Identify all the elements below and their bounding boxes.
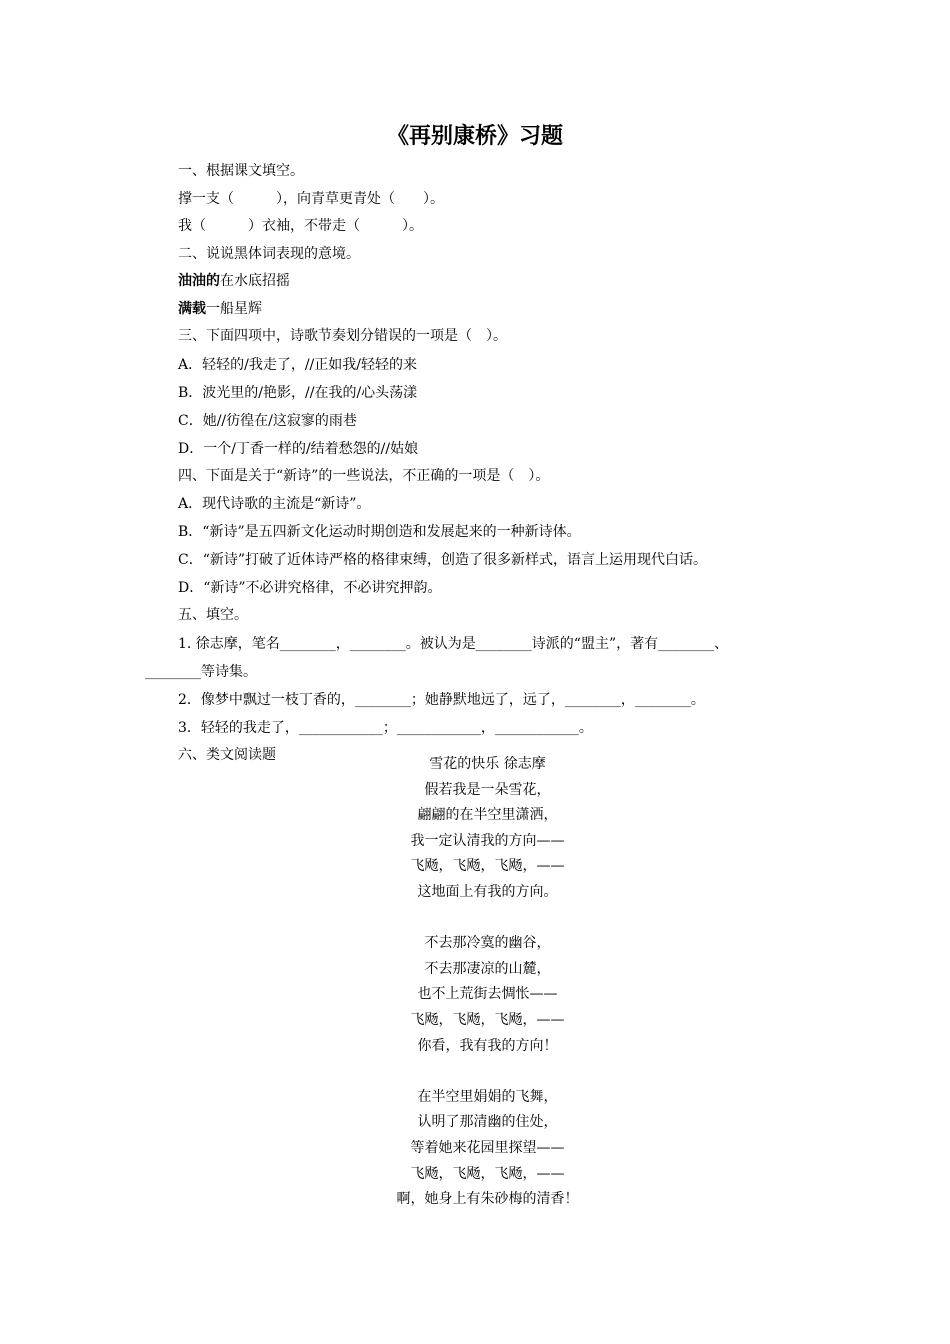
section4-option-a: A．现代诗歌的主流是“新诗”。 <box>178 496 371 512</box>
section5-q1-line2: ________等诗集。 <box>145 663 257 680</box>
section3-option-d: D．一个/丁香一样的/结着愁怨的//姑娘 <box>178 440 419 457</box>
section2-heading: 二、说说黑体词表现的意境。 <box>178 245 360 262</box>
poem-line: 翩翩的在半空里潇洒， <box>417 807 558 824</box>
poem-line: 认明了那清幽的住处， <box>417 1114 558 1131</box>
section1-heading: 一、根据课文填空。 <box>178 163 304 179</box>
poem-line: 这地面上有我的方向。 <box>417 883 558 900</box>
section4-option-d: D．“新诗”不必讲究格律，不必讲究押韵。 <box>178 580 442 596</box>
page-title: 《再别康桥》习题 <box>386 123 563 149</box>
section3-option-a: A．轻轻的/我走了，//正如我/轻轻的来 <box>178 356 417 373</box>
section5-heading: 五、填空。 <box>178 607 248 623</box>
exercise-content <box>145 158 825 769</box>
section4-heading: 四、下面是关于“新诗”的一些说法，不正确的一项是（ ）。 <box>178 467 550 484</box>
section2-item2-bold: 满载 <box>178 300 206 317</box>
poem-line: 等着她来花园里探望—— <box>410 1139 565 1156</box>
section6-heading: 六、类文阅读题 <box>178 746 276 763</box>
section4-option-b: B．“新诗”是五四新文化运动时期创造和发展起来的一种新诗体。 <box>178 524 581 540</box>
section5-q3: 3．轻轻的我走了，____________；____________，____________。 <box>178 719 593 736</box>
poem-line: 假若我是一朵雪花， <box>424 781 551 798</box>
section3-option-c: C．她//彷徨在/这寂寥的雨巷 <box>178 412 357 429</box>
poem-line: 飞飏，飞飏，飞飏，—— <box>410 1011 565 1028</box>
section1-line1: 撑一支（ ），向青草更青处（ ）。 <box>178 190 444 207</box>
stanza-gap <box>0 906 950 932</box>
section5-q1-line1: 1. 徐志摩，笔名________，________。被认为是________诗派的“盟主”，著有________、 <box>178 635 729 652</box>
section2-item1-rest: 在水底招摇 <box>220 273 290 289</box>
section1-line2: 我（ ）衣袖，不带走（ ）。 <box>178 218 423 234</box>
poem-line: 在半空里娟娟的飞舞， <box>417 1088 558 1105</box>
section3-heading: 三、下面四项中，诗歌节奏划分错误的一项是（ ）。 <box>178 328 507 344</box>
poem-line: 啊，她身上有朱砂梅的清香！ <box>396 1191 579 1208</box>
poem-line: 不去那凄凉的山麓， <box>424 960 551 977</box>
poem-title: 雪花的快乐 徐志摩 <box>429 756 546 772</box>
poem-line: 飞飏，飞飏，飞飏，—— <box>410 858 565 875</box>
poem-line: 飞飏，飞飏，飞飏，—— <box>410 1165 565 1182</box>
poem-line: 你看，我有我的方向！ <box>417 1037 558 1054</box>
section2-item2 <box>145 296 825 324</box>
section4-option-c: C．“新诗”打破了近体诗严格的格律束缚，创造了很多新样式，语言上运用现代白话。 <box>178 552 708 568</box>
section3-option-b: B．波光里的/艳影，//在我的/心头荡漾 <box>178 384 418 401</box>
stanza-gap <box>0 1059 950 1085</box>
section2-item1 <box>145 268 825 296</box>
section5-q2: 2．像梦中飘过一枝丁香的，________；她静默地远了，远了，________，________。 <box>178 691 705 708</box>
section2-item2-rest: 一船星辉 <box>206 300 262 317</box>
poem-line: 我一定认清我的方向—— <box>410 832 565 849</box>
poem-block <box>0 752 950 1213</box>
poem-line: 也不上荒街去惆怅—— <box>417 986 558 1003</box>
poem-line: 不去那冷寞的幽谷， <box>424 935 551 952</box>
section2-item1-bold: 油油的 <box>178 273 220 289</box>
